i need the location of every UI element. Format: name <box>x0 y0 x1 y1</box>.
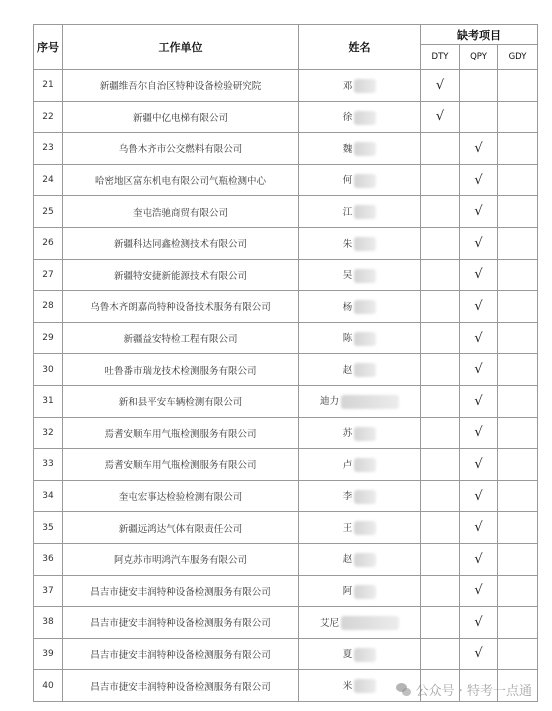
redaction-blur <box>354 585 376 599</box>
row-dty <box>421 291 460 323</box>
row-dty <box>421 385 460 417</box>
table-row <box>34 133 538 165</box>
redaction-blur <box>354 142 376 156</box>
row-gdy <box>498 575 538 607</box>
row-seq: 25 <box>34 196 63 228</box>
row-qpy <box>460 607 498 639</box>
table-row <box>34 164 538 196</box>
check-mark-icon: √ <box>474 172 483 188</box>
row-name <box>299 385 421 417</box>
person-name: 徐 <box>342 112 353 124</box>
table-row <box>34 512 538 544</box>
row-qpy <box>460 638 498 670</box>
row-gdy <box>498 638 538 670</box>
table-row <box>34 70 538 102</box>
table-row <box>34 638 538 670</box>
redaction-blur <box>354 521 376 535</box>
row-gdy <box>498 196 538 228</box>
redaction-blur <box>354 363 376 377</box>
person-name: 江 <box>342 206 353 218</box>
row-seq: 27 <box>34 259 63 291</box>
row-dty <box>421 480 460 512</box>
row-unit: 昌吉市捷安丰润特种设备检测服务有限公司 <box>63 670 299 702</box>
row-dty <box>421 227 460 259</box>
row-dty <box>421 196 460 228</box>
redaction-blur <box>354 648 376 662</box>
row-dty <box>421 575 460 607</box>
row-unit: 新疆特安捷新能源技术有限公司 <box>63 259 299 291</box>
row-unit: 新疆科达同鑫检测技术有限公司 <box>63 227 299 259</box>
person-name: 朱 <box>342 238 353 250</box>
header-dty: DTY <box>421 45 460 70</box>
row-name <box>299 449 421 481</box>
row-name <box>299 291 421 323</box>
header-qpy: QPY <box>460 45 498 70</box>
person-name: 魏 <box>342 143 353 155</box>
row-qpy <box>460 291 498 323</box>
check-mark-icon: √ <box>474 235 483 251</box>
row-seq: 29 <box>34 322 63 354</box>
row-seq: 21 <box>34 70 63 102</box>
table-row <box>34 322 538 354</box>
check-mark-icon: √ <box>474 551 483 567</box>
person-name: 李 <box>342 491 353 503</box>
row-seq: 28 <box>34 291 63 323</box>
row-name <box>299 227 421 259</box>
row-qpy <box>460 133 498 165</box>
table-row <box>34 354 538 386</box>
header-gdy: GDY <box>498 45 538 70</box>
person-name: 吴 <box>342 270 353 282</box>
row-dty <box>421 449 460 481</box>
table-row <box>34 259 538 291</box>
check-mark-icon: √ <box>474 456 483 472</box>
person-name: 陈 <box>342 333 353 345</box>
row-seq: 39 <box>34 638 63 670</box>
redaction-blur <box>354 553 376 567</box>
row-qpy <box>460 385 498 417</box>
row-seq: 32 <box>34 417 63 449</box>
row-dty <box>421 101 460 133</box>
row-seq: 22 <box>34 101 63 133</box>
check-mark-icon: √ <box>474 204 483 220</box>
row-qpy <box>460 417 498 449</box>
person-name: 赵 <box>342 364 353 376</box>
row-seq: 35 <box>34 512 63 544</box>
row-seq: 38 <box>34 607 63 639</box>
row-name <box>299 417 421 449</box>
check-mark-icon: √ <box>474 267 483 283</box>
row-seq: 34 <box>34 480 63 512</box>
table-row <box>34 543 538 575</box>
row-unit: 奎屯宏事达检验检测有限公司 <box>63 480 299 512</box>
row-name <box>299 133 421 165</box>
row-name <box>299 354 421 386</box>
table-row <box>34 196 538 228</box>
redaction-blur <box>354 111 376 125</box>
row-seq: 31 <box>34 385 63 417</box>
person-name: 阿 <box>342 586 353 598</box>
row-dty <box>421 164 460 196</box>
header-seq: 序号 <box>34 25 63 70</box>
row-dty <box>421 133 460 165</box>
row-unit: 新和县平安车辆检测有限公司 <box>63 385 299 417</box>
row-unit: 新疆中亿电梯有限公司 <box>63 101 299 133</box>
check-mark-icon: √ <box>474 298 483 314</box>
redaction-blur <box>341 616 399 630</box>
row-seq: 26 <box>34 227 63 259</box>
row-gdy <box>498 227 538 259</box>
row-gdy <box>498 259 538 291</box>
redaction-blur <box>354 679 376 693</box>
person-name: 苏 <box>342 428 353 440</box>
row-name <box>299 322 421 354</box>
row-dty <box>421 70 460 102</box>
row-unit: 昌吉市捷安丰润特种设备检测服务有限公司 <box>63 638 299 670</box>
person-name: 邓 <box>342 80 353 92</box>
row-name <box>299 101 421 133</box>
row-gdy <box>498 133 538 165</box>
row-dty <box>421 638 460 670</box>
row-dty <box>421 543 460 575</box>
row-unit: 乌鲁木齐朗嘉尚特种设备技术服务有限公司 <box>63 291 299 323</box>
row-dty <box>421 512 460 544</box>
redaction-blur <box>354 269 376 283</box>
person-name: 何 <box>342 175 353 187</box>
check-mark-icon: √ <box>474 614 483 630</box>
row-name <box>299 164 421 196</box>
row-gdy <box>498 322 538 354</box>
row-dty <box>421 607 460 639</box>
redaction-blur <box>354 237 376 251</box>
redaction-blur <box>354 300 376 314</box>
row-dty <box>421 417 460 449</box>
redaction-blur <box>354 174 376 188</box>
row-name <box>299 512 421 544</box>
person-name: 赵 <box>342 554 353 566</box>
row-gdy <box>498 543 538 575</box>
row-dty <box>421 354 460 386</box>
person-name: 卢 <box>342 459 353 471</box>
row-qpy <box>460 196 498 228</box>
row-qpy <box>460 480 498 512</box>
row-gdy <box>498 512 538 544</box>
row-name <box>299 607 421 639</box>
row-qpy <box>460 164 498 196</box>
row-qpy <box>460 227 498 259</box>
check-mark-icon: √ <box>474 140 483 156</box>
check-mark-icon: √ <box>474 583 483 599</box>
row-qpy <box>460 70 498 102</box>
person-name: 杨 <box>342 301 353 313</box>
person-name: 夏 <box>342 649 353 661</box>
row-seq: 36 <box>34 543 63 575</box>
row-name <box>299 480 421 512</box>
row-qpy <box>460 575 498 607</box>
table-row <box>34 449 538 481</box>
check-mark-icon: √ <box>474 362 483 378</box>
table-row <box>34 385 538 417</box>
row-seq: 37 <box>34 575 63 607</box>
row-gdy <box>498 291 538 323</box>
row-unit: 焉耆安顺车用气瓶检测服务有限公司 <box>63 449 299 481</box>
check-mark-icon: √ <box>474 488 483 504</box>
row-qpy <box>460 543 498 575</box>
row-qpy <box>460 322 498 354</box>
row-unit: 昌吉市捷安丰润特种设备检测服务有限公司 <box>63 607 299 639</box>
exam-absence-table-sheet <box>33 24 537 702</box>
table-row <box>34 101 538 133</box>
table-row <box>34 291 538 323</box>
row-seq: 30 <box>34 354 63 386</box>
row-unit: 焉耆安顺车用气瓶检测服务有限公司 <box>63 417 299 449</box>
row-dty <box>421 322 460 354</box>
person-name: 米 <box>342 680 353 692</box>
redaction-blur <box>354 458 376 472</box>
row-qpy <box>460 259 498 291</box>
absence-table <box>33 24 538 702</box>
row-seq: 40 <box>34 670 63 702</box>
check-mark-icon: √ <box>474 330 483 346</box>
row-gdy <box>498 101 538 133</box>
table-row <box>34 417 538 449</box>
row-qpy <box>460 512 498 544</box>
table-row <box>34 607 538 639</box>
row-name <box>299 70 421 102</box>
row-gdy <box>498 607 538 639</box>
row-name <box>299 543 421 575</box>
check-mark-icon: √ <box>474 520 483 536</box>
row-gdy <box>498 385 538 417</box>
row-qpy <box>460 354 498 386</box>
row-gdy <box>498 164 538 196</box>
person-name: 王 <box>342 522 353 534</box>
check-mark-icon: √ <box>474 425 483 441</box>
row-dty <box>421 259 460 291</box>
redaction-blur <box>341 395 399 409</box>
row-name <box>299 259 421 291</box>
check-mark-icon: √ <box>474 646 483 662</box>
row-qpy <box>460 101 498 133</box>
row-gdy <box>498 449 538 481</box>
row-name <box>299 638 421 670</box>
row-gdy <box>498 354 538 386</box>
header-missing-group: 缺考项目 <box>421 25 538 45</box>
redaction-blur <box>354 427 376 441</box>
redaction-blur <box>354 79 376 93</box>
person-name: 艾尼 <box>319 617 339 629</box>
row-seq: 33 <box>34 449 63 481</box>
table-row <box>34 227 538 259</box>
row-seq: 24 <box>34 164 63 196</box>
header-unit: 工作单位 <box>63 25 299 70</box>
row-unit: 新疆远鸿达气体有限责任公司 <box>63 512 299 544</box>
row-unit: 新疆益安特检工程有限公司 <box>63 322 299 354</box>
row-unit: 阿克苏市明鸿汽车服务有限公司 <box>63 543 299 575</box>
wechat-icon <box>396 683 412 696</box>
row-unit: 乌鲁木齐市公交燃料有限公司 <box>63 133 299 165</box>
table-row <box>34 480 538 512</box>
row-unit: 新疆维吾尔自治区特种设备检验研究院 <box>63 70 299 102</box>
row-unit: 奎屯浩驰商贸有限公司 <box>63 196 299 228</box>
person-name: 迪力 <box>319 396 339 408</box>
row-gdy <box>498 70 538 102</box>
check-mark-icon: √ <box>474 393 483 409</box>
redaction-blur <box>354 332 376 346</box>
table-body <box>34 70 538 702</box>
row-seq: 23 <box>34 133 63 165</box>
row-unit: 昌吉市捷安丰润特种设备检测服务有限公司 <box>63 575 299 607</box>
row-gdy <box>498 417 538 449</box>
redaction-blur <box>354 205 376 219</box>
row-unit: 吐鲁番市瑞龙技术检测服务有限公司 <box>63 354 299 386</box>
table-row <box>34 575 538 607</box>
row-name <box>299 575 421 607</box>
watermark-text: 公众号 · 特考一点通 <box>415 684 532 699</box>
row-gdy <box>498 480 538 512</box>
redaction-blur <box>354 490 376 504</box>
check-mark-icon: √ <box>435 77 445 93</box>
watermark <box>396 680 532 699</box>
row-qpy <box>460 449 498 481</box>
row-name <box>299 196 421 228</box>
header-name: 姓名 <box>299 25 421 70</box>
check-mark-icon: √ <box>435 109 445 125</box>
row-unit: 哈密地区富东机电有限公司气瓶检测中心 <box>63 164 299 196</box>
